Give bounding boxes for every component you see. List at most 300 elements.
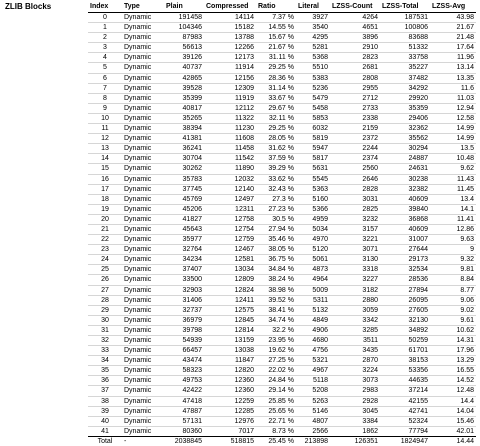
column-index-cell: 8: [88, 93, 122, 103]
table-row[interactable]: [88, 134, 476, 144]
table-body: [88, 13, 476, 437]
column-plain-cell: 35265: [164, 113, 204, 123]
column-lzss-count-cell: 2159: [330, 124, 380, 134]
table-row[interactable]: [88, 245, 476, 255]
column-index-cell: 30: [88, 315, 122, 325]
column-type-header[interactable]: Type: [122, 2, 164, 13]
column-literal-cell: 4967: [296, 366, 330, 376]
column-ratio-cell: 15.67 %: [256, 33, 296, 43]
column-lzss-total-cell: 32362: [380, 124, 430, 134]
column-index-cell: 29: [88, 305, 122, 315]
table-row[interactable]: [88, 426, 476, 436]
column-lzss-avg-cell: 12.94: [430, 103, 476, 113]
column-lzss-avg-cell: 15.46: [430, 416, 476, 426]
column-literal-cell: 5034: [296, 224, 330, 234]
total-column-compressed-cell: 518815: [204, 436, 256, 446]
column-type-cell: Dynamic: [122, 396, 164, 406]
column-type-cell: Dynamic: [122, 366, 164, 376]
total-column-lzss-total-cell: 1824947: [380, 436, 430, 446]
column-literal-cell: 4970: [296, 235, 330, 245]
column-compressed-cell: 12360: [204, 376, 256, 386]
column-type-cell: Dynamic: [122, 416, 164, 426]
column-plain-cell: 36979: [164, 315, 204, 325]
column-lzss-avg-cell: 9.81: [430, 265, 476, 275]
column-literal-cell: 5631: [296, 164, 330, 174]
column-plain-cell: 45769: [164, 194, 204, 204]
column-index-cell: 14: [88, 154, 122, 164]
column-lzss-total-cell: 35562: [380, 134, 430, 144]
column-type-cell: Dynamic: [122, 194, 164, 204]
column-plain-cell: 104346: [164, 23, 204, 33]
column-index-header[interactable]: Index: [88, 2, 122, 13]
column-compressed-cell: 12497: [204, 194, 256, 204]
column-literal-cell: 5368: [296, 53, 330, 63]
column-lzss-total-cell: 34292: [380, 83, 430, 93]
column-literal-cell: 4756: [296, 346, 330, 356]
column-plain-cell: 41827: [164, 214, 204, 224]
column-plain-cell: 45206: [164, 204, 204, 214]
column-plain-cell: 39528: [164, 83, 204, 93]
column-plain-cell: 36241: [164, 144, 204, 154]
column-lzss-avg-cell: 13.4: [430, 194, 476, 204]
column-type-cell: Dynamic: [122, 83, 164, 93]
column-compressed-cell: 12758: [204, 214, 256, 224]
table-row[interactable]: [88, 255, 476, 265]
column-compressed-cell: 12156: [204, 73, 256, 83]
table-row[interactable]: [88, 73, 476, 83]
column-literal-cell: 5208: [296, 386, 330, 396]
column-compressed-cell: 12759: [204, 235, 256, 245]
column-ratio-cell: 22.71 %: [256, 416, 296, 426]
table-row[interactable]: [88, 295, 476, 305]
column-index-cell: 9: [88, 103, 122, 113]
table-row[interactable]: [88, 325, 476, 335]
column-lzss-avg-cell: 11.41: [430, 214, 476, 224]
table-row[interactable]: [88, 113, 476, 123]
column-type-cell: Dynamic: [122, 174, 164, 184]
column-literal-cell: 5819: [296, 134, 330, 144]
table-row[interactable]: [88, 265, 476, 275]
table-header-row: [88, 2, 476, 13]
table-row[interactable]: [88, 396, 476, 406]
column-ratio-cell: 28.36 %: [256, 73, 296, 83]
column-literal-cell: 6032: [296, 124, 330, 134]
column-lzss-count-cell: 2338: [330, 113, 380, 123]
column-plain-cell: 42865: [164, 73, 204, 83]
column-compressed-cell: 13159: [204, 336, 256, 346]
table-row[interactable]: [88, 83, 476, 93]
column-literal-cell: 5118: [296, 376, 330, 386]
column-index-cell: 27: [88, 285, 122, 295]
column-type-cell: Dynamic: [122, 346, 164, 356]
table-row[interactable]: [88, 275, 476, 285]
column-index-cell: 23: [88, 245, 122, 255]
column-literal-cell: 5321: [296, 356, 330, 366]
column-ratio-cell: 38.98 %: [256, 285, 296, 295]
table-row[interactable]: [88, 406, 476, 416]
column-lzss-count-cell: 2928: [330, 396, 380, 406]
column-lzss-count-cell: 2712: [330, 93, 380, 103]
table-row[interactable]: [88, 144, 476, 154]
table-total-row: [88, 436, 476, 446]
table-row[interactable]: [88, 235, 476, 245]
column-ratio-cell: 37.59 %: [256, 154, 296, 164]
column-index-cell: 7: [88, 83, 122, 93]
column-type-cell: Dynamic: [122, 336, 164, 346]
column-lzss-avg-cell: 12.58: [430, 113, 476, 123]
table-row[interactable]: [88, 416, 476, 426]
column-literal-cell: 5061: [296, 255, 330, 265]
column-type-cell: Dynamic: [122, 255, 164, 265]
column-lzss-total-cell: 77794: [408, 427, 428, 435]
column-lzss-avg-cell: 11.03: [430, 93, 476, 103]
column-lzss-count-cell: 3318: [330, 265, 380, 275]
column-lzss-avg-cell: 14.99: [430, 134, 476, 144]
column-literal-cell: 5479: [296, 93, 330, 103]
table-row[interactable]: [88, 204, 476, 214]
column-compressed-cell: 12976: [204, 416, 256, 426]
column-lzss-count-cell: 3221: [330, 235, 380, 245]
column-ratio-cell: 7.37 %: [256, 13, 296, 23]
column-plain-cell: 32903: [164, 285, 204, 295]
column-compressed-header[interactable]: Compressed: [204, 2, 256, 13]
table-row[interactable]: [88, 93, 476, 103]
column-ratio-cell: 27.3 %: [256, 194, 296, 204]
column-ratio-cell: 38.24 %: [256, 275, 296, 285]
table-row[interactable]: [88, 43, 476, 53]
column-ratio-cell: 8.73 %: [272, 427, 294, 435]
column-type-cell: Dynamic: [122, 315, 164, 325]
column-lzss-total-cell: 27644: [380, 245, 430, 255]
column-type-cell: Dynamic: [122, 23, 164, 33]
column-lzss-count-cell: 2372: [330, 134, 380, 144]
column-plain-cell: 39126: [164, 53, 204, 63]
column-index-cell: 40: [88, 416, 122, 426]
column-type-cell: Dynamic: [122, 53, 164, 63]
column-lzss-total-cell: 29406: [380, 113, 430, 123]
column-index-cell: 31: [88, 325, 122, 335]
column-index-cell: 20: [88, 214, 122, 224]
table-row[interactable]: [88, 103, 476, 113]
column-lzss-count-cell: 3511: [330, 336, 380, 346]
column-lzss-count-cell: 2560: [330, 164, 380, 174]
column-ratio-cell: 32.2 %: [256, 325, 296, 335]
column-plain-cell: 35977: [164, 235, 204, 245]
column-type-cell: Dynamic: [122, 184, 164, 194]
column-compressed-cell: 11608: [204, 134, 256, 144]
column-ratio-cell: 36.75 %: [256, 255, 296, 265]
column-literal-cell: 4849: [296, 315, 330, 325]
column-lzss-avg-cell: 9.62: [430, 164, 476, 174]
column-index-cell: 1: [88, 23, 122, 33]
column-index-cell: 12: [88, 134, 122, 144]
column-lzss-avg-cell: 9.63: [430, 235, 476, 245]
table-row[interactable]: [88, 33, 476, 43]
column-ratio-cell: 39.52 %: [256, 295, 296, 305]
column-type-cell: Dynamic: [122, 204, 164, 214]
table-row[interactable]: [88, 154, 476, 164]
column-compressed-cell: 12112: [204, 103, 256, 113]
column-plain-cell: 33500: [164, 275, 204, 285]
column-index-cell: 13: [88, 144, 122, 154]
total-column-literal-cell: 213898: [296, 436, 330, 446]
column-plain-cell: 32737: [164, 305, 204, 315]
column-type-cell: Dynamic: [122, 124, 164, 134]
column-literal-cell: 5132: [296, 305, 330, 315]
column-compressed-cell: 12032: [204, 174, 256, 184]
column-index-cell: 35: [88, 366, 122, 376]
column-index-cell: 38: [88, 396, 122, 406]
column-compressed-cell: 12309: [204, 83, 256, 93]
column-index-cell: 25: [88, 265, 122, 275]
table-row[interactable]: [88, 376, 476, 386]
column-index-cell: 4: [88, 53, 122, 63]
column-plain-cell: 42422: [164, 386, 204, 396]
column-plain-cell: 35783: [164, 174, 204, 184]
column-index-cell: 2: [88, 33, 122, 43]
column-lzss-total-cell: 35359: [380, 103, 430, 113]
column-literal-cell: 5263: [296, 396, 330, 406]
column-index-cell: 32: [88, 336, 122, 346]
column-lzss-total-cell: 32534: [380, 265, 430, 275]
column-index-cell: 0: [88, 13, 122, 23]
column-plain-cell: 37407: [164, 265, 204, 275]
column-ratio-cell: 28.05 %: [256, 134, 296, 144]
column-lzss-avg-cell: 8.84: [430, 275, 476, 285]
column-lzss-avg-cell: 13.5: [430, 144, 476, 154]
column-type-cell: Dynamic: [122, 386, 164, 396]
column-ratio-cell: 27.23 %: [256, 204, 296, 214]
column-compressed-cell: 12467: [204, 245, 256, 255]
column-ratio-cell: 32.43 %: [256, 184, 296, 194]
table-row[interactable]: [88, 184, 476, 194]
column-literal-cell: 5383: [296, 73, 330, 83]
table-row[interactable]: [88, 285, 476, 295]
column-type-cell: Dynamic: [122, 43, 164, 53]
column-lzss-count-cell: 2983: [330, 386, 380, 396]
column-ratio-cell: 34.84 %: [256, 265, 296, 275]
column-plain-cell: 54939: [164, 336, 204, 346]
column-compressed-cell: 12814: [204, 325, 256, 335]
column-lzss-total-cell: 37214: [380, 386, 430, 396]
column-lzss-avg-cell: 13.14: [430, 63, 476, 73]
total-column-plain-cell: 2038845: [164, 436, 204, 446]
table-row[interactable]: [88, 53, 476, 63]
table-row[interactable]: [88, 194, 476, 204]
column-lzss-total-cell: 32382: [380, 184, 430, 194]
column-ratio-cell: 29.67 %: [256, 103, 296, 113]
column-lzss-total-cell: 26095: [380, 295, 430, 305]
column-plain-cell: 30704: [164, 154, 204, 164]
table-row[interactable]: [88, 356, 476, 366]
table-row[interactable]: [88, 305, 476, 315]
column-type-cell: Dynamic: [122, 224, 164, 234]
column-plain-cell: 57131: [164, 416, 204, 426]
column-plain-cell: 30262: [164, 164, 204, 174]
column-plain-cell: 38394: [164, 124, 204, 134]
table-row[interactable]: [88, 386, 476, 396]
column-lzss-count-cell: 3285: [330, 325, 380, 335]
column-lzss-count-cell: 2955: [330, 83, 380, 93]
column-plain-header[interactable]: Plain: [164, 2, 204, 13]
column-plain-cell: 34234: [164, 255, 204, 265]
column-index-cell: 39: [88, 406, 122, 416]
column-lzss-count-cell: 2870: [330, 356, 380, 366]
column-literal-header[interactable]: Literal: [296, 2, 330, 13]
column-literal-cell: 5817: [296, 154, 330, 164]
column-lzss-total-cell: 44635: [380, 376, 430, 386]
column-type-cell: Dynamic: [122, 113, 164, 123]
table-row[interactable]: [88, 23, 476, 33]
column-lzss-count-cell: 4264: [330, 13, 380, 23]
column-plain-cell: 56613: [164, 43, 204, 53]
column-lzss-count-cell: 3224: [330, 366, 380, 376]
column-compressed-cell: 12140: [204, 184, 256, 194]
column-plain-cell: 80360: [182, 427, 202, 435]
column-lzss-total-cell: 30294: [380, 144, 430, 154]
table-row[interactable]: [88, 174, 476, 184]
column-lzss-avg-cell: 11.45: [430, 184, 476, 194]
column-ratio-cell: 32.11 %: [256, 113, 296, 123]
column-lzss-total-header[interactable]: LZSS-Total: [380, 2, 430, 13]
column-ratio-cell: 33.62 %: [256, 174, 296, 184]
column-literal-cell: 2566: [312, 427, 328, 435]
column-plain-cell: 191458: [164, 13, 204, 23]
column-lzss-total-cell: 24887: [380, 154, 430, 164]
column-lzss-total-cell: 52324: [380, 416, 430, 426]
column-ratio-cell: 14.55 %: [256, 23, 296, 33]
column-lzss-count-header[interactable]: LZSS-Count: [330, 2, 380, 13]
table-row[interactable]: [88, 124, 476, 134]
section-title: ZLIB Blocks: [5, 2, 52, 11]
column-lzss-count-cell: 3130: [330, 255, 380, 265]
table-row[interactable]: [88, 336, 476, 346]
column-index-cell: 15: [88, 164, 122, 174]
column-lzss-avg-cell: 14.31: [430, 336, 476, 346]
column-compressed-cell: 11458: [204, 144, 256, 154]
column-index-cell: 19: [88, 204, 122, 214]
column-ratio-cell: 33.67 %: [256, 93, 296, 103]
column-index-cell: 6: [88, 73, 122, 83]
column-plain-cell: 35399: [164, 93, 204, 103]
column-compressed-cell: 13038: [204, 346, 256, 356]
column-ratio-cell: 23.95 %: [256, 336, 296, 346]
column-lzss-avg-cell: 17.64: [430, 43, 476, 53]
column-ratio-header[interactable]: Ratio: [256, 2, 296, 13]
column-lzss-count-cell: 2828: [330, 184, 380, 194]
column-compressed-cell: 12360: [204, 386, 256, 396]
column-lzss-total-cell: 83688: [380, 33, 430, 43]
column-literal-cell: 5146: [296, 406, 330, 416]
column-ratio-cell: 31.11 %: [256, 53, 296, 63]
column-literal-cell: 5545: [296, 174, 330, 184]
column-lzss-count-cell: 3073: [330, 376, 380, 386]
column-ratio-cell: 27.25 %: [256, 356, 296, 366]
column-literal-cell: 5947: [296, 144, 330, 154]
column-lzss-avg-cell: 12.86: [430, 224, 476, 234]
column-type-cell: Dynamic: [122, 154, 164, 164]
column-ratio-cell: 35.46 %: [256, 235, 296, 245]
table-row[interactable]: [88, 164, 476, 174]
column-lzss-avg-cell: 14.52: [430, 376, 476, 386]
column-lzss-avg-cell: 9.61: [430, 315, 476, 325]
column-compressed-cell: 15182: [204, 23, 256, 33]
zlib-blocks-table: [88, 2, 476, 446]
column-type-cell: Dynamic: [122, 33, 164, 43]
column-ratio-cell: 25.85 %: [256, 396, 296, 406]
column-lzss-count-cell: 4651: [330, 23, 380, 33]
column-index-cell: 34: [88, 356, 122, 366]
column-lzss-total-cell: 38153: [380, 356, 430, 366]
column-compressed-cell: 11230: [204, 124, 256, 134]
column-lzss-count-cell: 3182: [330, 285, 380, 295]
column-type-cell: Dynamic: [122, 406, 164, 416]
column-index-cell: 33: [88, 346, 122, 356]
column-literal-cell: 5281: [296, 43, 330, 53]
column-literal-cell: 5009: [296, 285, 330, 295]
total-column-lzss-count-cell: 126351: [330, 436, 380, 446]
column-lzss-count-cell: 3435: [330, 346, 380, 356]
table-row[interactable]: [88, 346, 476, 356]
column-lzss-total-cell: 32130: [380, 315, 430, 325]
column-lzss-avg-cell: 9.02: [430, 305, 476, 315]
total-column-lzss-avg-cell: 14.44: [430, 436, 476, 446]
column-index-cell: 36: [88, 376, 122, 386]
column-compressed-cell: 12581: [204, 255, 256, 265]
column-type-cell: Dynamic: [122, 265, 164, 275]
column-lzss-total-cell: 51332: [380, 43, 430, 53]
column-plain-cell: 66457: [164, 346, 204, 356]
column-literal-cell: 4959: [296, 214, 330, 224]
table-row[interactable]: [88, 13, 476, 23]
column-literal-cell: 5236: [296, 83, 330, 93]
table-row[interactable]: [88, 224, 476, 234]
column-lzss-total-cell: 40609: [380, 224, 430, 234]
column-compressed-cell: 7017: [238, 427, 254, 435]
table-row[interactable]: [88, 366, 476, 376]
column-type-cell: Dynamic: [122, 376, 164, 386]
table-row[interactable]: [88, 315, 476, 325]
table-row[interactable]: [88, 63, 476, 73]
column-literal-cell: 5363: [296, 184, 330, 194]
column-index-cell: 18: [88, 194, 122, 204]
column-lzss-total-cell: 53356: [380, 366, 430, 376]
column-lzss-avg-cell: 11.6: [430, 83, 476, 93]
column-literal-cell: 3927: [296, 13, 330, 23]
column-lzss-avg-cell: 9.06: [430, 295, 476, 305]
column-lzss-avg-cell: 10.62: [430, 325, 476, 335]
column-lzss-avg-header[interactable]: LZSS-Avg: [430, 2, 476, 13]
column-compressed-cell: 12259: [204, 396, 256, 406]
column-type-cell: Dynamic: [122, 13, 164, 23]
column-plain-cell: 45643: [164, 224, 204, 234]
column-compressed-cell: 12824: [204, 285, 256, 295]
column-literal-cell: 4680: [296, 336, 330, 346]
column-index-cell: 24: [88, 255, 122, 265]
column-compressed-cell: 12820: [204, 366, 256, 376]
column-lzss-total-cell: 29920: [380, 93, 430, 103]
table-row[interactable]: [88, 214, 476, 224]
column-compressed-cell: 13788: [204, 33, 256, 43]
column-type-cell: Dynamic: [122, 144, 164, 154]
column-ratio-cell: 38.05 %: [256, 245, 296, 255]
column-lzss-total-cell: 35227: [380, 63, 430, 73]
column-lzss-avg-cell: 17.96: [430, 346, 476, 356]
column-compressed-cell: 14114: [204, 13, 256, 23]
column-ratio-cell: 22.02 %: [256, 366, 296, 376]
column-lzss-total-cell: 31007: [380, 235, 430, 245]
column-lzss-total-cell: 42155: [380, 396, 430, 406]
